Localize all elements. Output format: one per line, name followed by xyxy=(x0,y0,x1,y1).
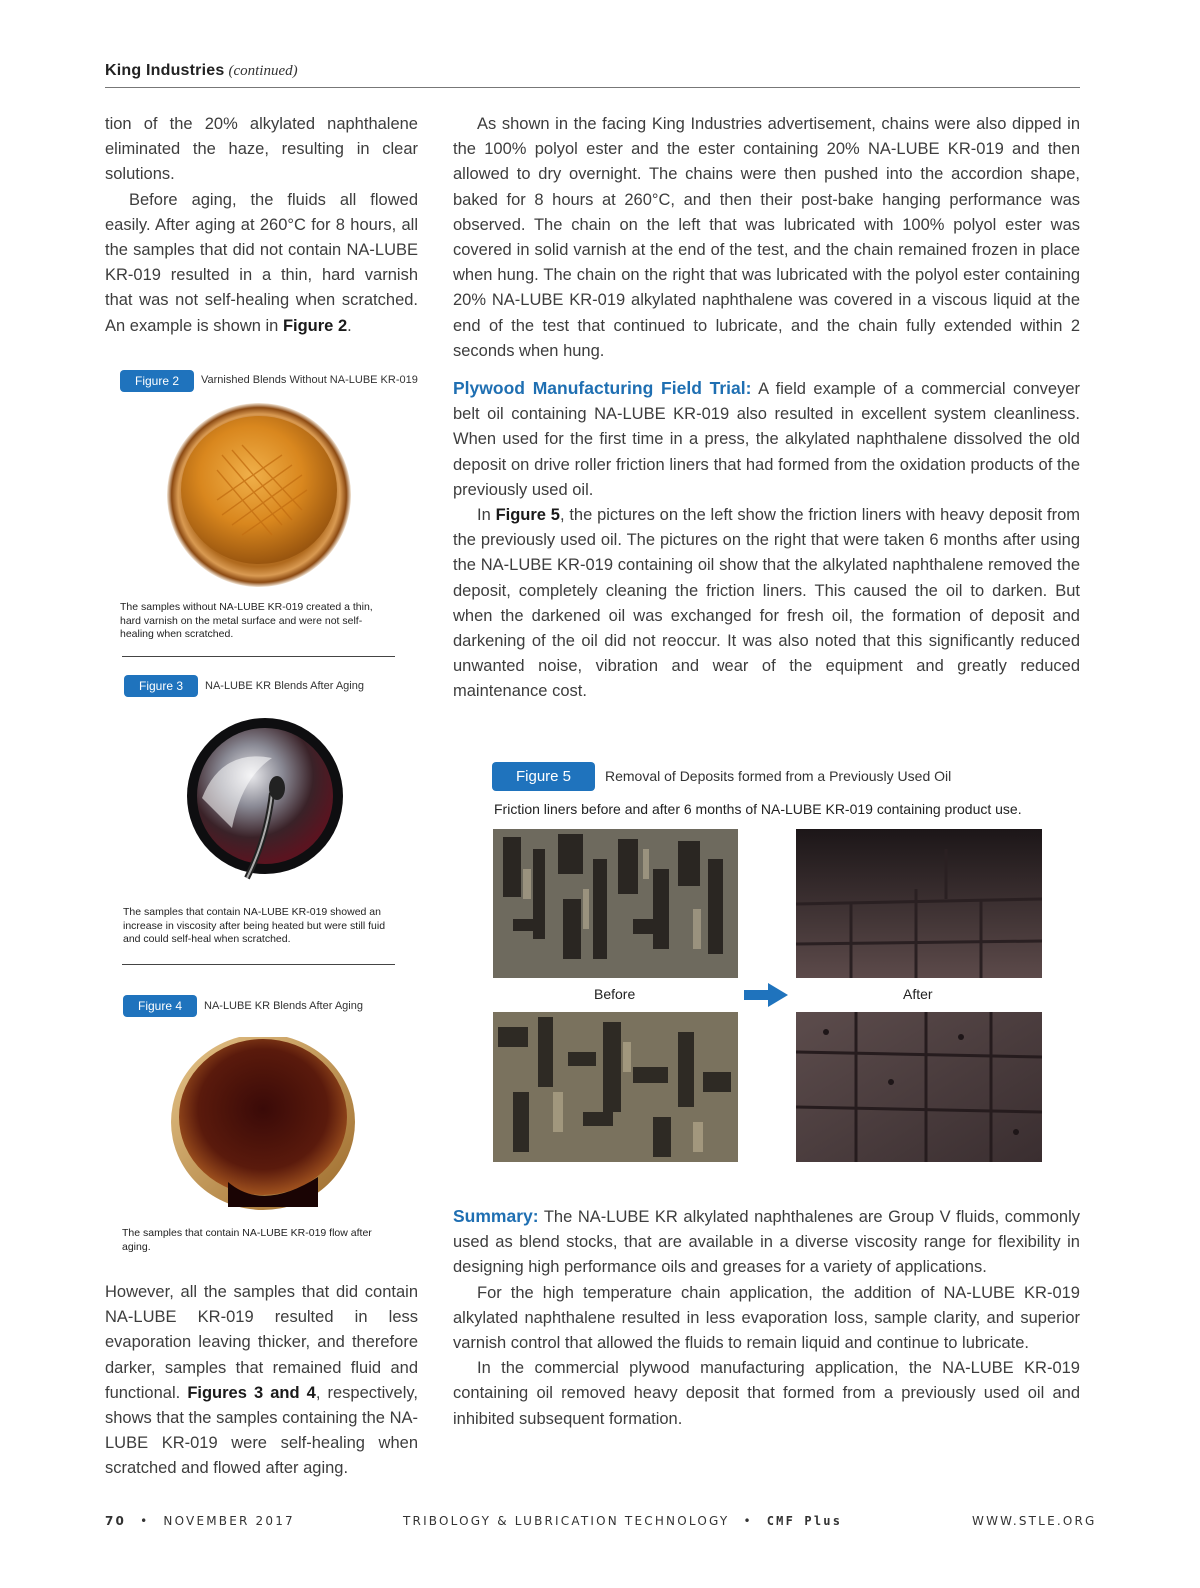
running-header xyxy=(105,60,1080,88)
paragraph: However, all the samples that did contain NA-LUBE KR-019 resulted in less evaporation leaving thicker, and therefore darker, samples that remained fluid and functional. Figures 3 and 4, respectively, shows that the samples containing the NA-LUBE KR-019 were self-healing when scratched and flowed after aging. xyxy=(105,1283,418,1478)
supplement-name: CMF Plus xyxy=(766,1514,843,1528)
figure-3-title: NA-LUBE KR Blends After Aging xyxy=(205,680,364,692)
header-continued: (continued) xyxy=(228,63,298,79)
figure-reference: Figure 5 xyxy=(495,506,560,525)
before-image-bottom xyxy=(493,1012,738,1162)
figure-2-badge: Figure 2 xyxy=(120,370,194,392)
figure-4-title: NA-LUBE KR Blends After Aging xyxy=(204,1000,363,1012)
after-image-bottom xyxy=(796,1012,1042,1162)
section-heading-plywood: Plywood Manufacturing Field Trial: xyxy=(453,378,752,399)
after-image-top xyxy=(796,829,1042,978)
paragraph: Before aging, the fluids all flowed easily. After aging at 260°C for 8 hours, all the samples that did not contain NA-LUBE KR-019 resulted in a thin, hard varnish that was not self-healing when scratched. An example is shown in Figure 2. xyxy=(105,190,418,335)
section-heading-summary: Summary: xyxy=(453,1206,539,1226)
figure-4-caption: The samples that contain NA-LUBE KR-019 flow after aging. xyxy=(122,1227,372,1253)
figure-4-badge: Figure 4 xyxy=(123,995,197,1017)
figure-5-badge: Figure 5 xyxy=(492,762,595,791)
page-number: 70 xyxy=(105,1514,127,1528)
before-image-top xyxy=(493,829,738,978)
right-column-top-text xyxy=(453,112,1080,705)
footer-left xyxy=(105,1514,295,1528)
paragraph: As shown in the facing King Industries advertisement, chains were also dipped in the 100% polyol ester and the ester containing 20% NA-LUBE KR-019 and then allowed to dry overnight. The chains were then pushed into the accordion shape, baked for 8 hours at 260°C, and then their post-bake hanging performance was observed. The chain on the left that was lubricated with 100% polyol ester was covered in solid varnish at the end of the test, and the chain remained frozen in place when hung. The chain on the right that was lubricated with the polyol ester containing 20% NA-LUBE KR-019 alkylated naphthalene was covered in a viscous liquid at the end of the test that continued to lubricate, and the chain fully extended within 2 seconds when hung. xyxy=(453,115,1080,360)
right-column-bottom-text xyxy=(453,1204,1080,1432)
after-label: After xyxy=(903,986,933,1002)
figure-4-image xyxy=(168,1037,358,1215)
paragraph: tion of the 20% alkylated naphthalene eliminated the haze, resulting in clear solutions. xyxy=(105,115,418,184)
before-label: Before xyxy=(594,986,636,1002)
figure-2-caption: The samples without NA-LUBE KR-019 created a thin, hard varnish on the metal surface and were not self-healing when scratched. xyxy=(120,601,373,640)
figure-3-caption: The samples that contain NA-LUBE KR-019 showed an increase in viscosity after being heated but were still fuid and could self-heal when scratched. xyxy=(123,906,386,945)
divider xyxy=(122,656,395,657)
figure-reference: Figures 3 and 4 xyxy=(187,1383,316,1402)
paragraph: In Figure 5, the pictures on the left show the friction liners with heavy deposit from the previously used oil. The pictures on the right that were taken 6 months after using the NA-LUBE KR-019 containing oil show that the alkylated naphthalene removed the deposit, completely cleaning the friction liners. This caused the oil to darken. But when the darkened oil was exchanged for fresh oil, the formation of deposit and darkening of the oil did not reoccur. It was also noted that this significantly reduced unwanted noise, vibration and wear of the equipment and greatly reduced maintenance cost. xyxy=(453,506,1080,701)
footer-url: WWW.STLE.ORG xyxy=(972,1514,1097,1528)
issue-date: NOVEMBER 2017 xyxy=(163,1514,295,1528)
footer-bullet: • xyxy=(743,1514,753,1528)
paragraph: In the commercial plywood manufacturing application, the NA-LUBE KR-019 containing oil removed heavy deposit that formed from a previously used oil and inhibited subsequent formation. xyxy=(453,1359,1080,1428)
paragraph: For the high temperature chain application, the addition of NA-LUBE KR-019 alkylated naphthalene resulted in less evaporation loss, sample clarity, and superior varnish control that allowed the fluids to remain liquid and continue to lubricate. xyxy=(453,1283,1080,1353)
left-column-bottom-text xyxy=(105,1280,418,1482)
figure-3-badge: Figure 3 xyxy=(124,675,198,697)
journal-name: TRIBOLOGY & LUBRICATION TECHNOLOGY xyxy=(403,1514,730,1528)
paragraph: Summary: The NA-LUBE KR alkylated naphthalenes are Group V fluids, commonly used as blend stocks, that are available in a diverse viscosity range for flexibility in designing high performance oils and greases for a variety of applications. xyxy=(453,1206,1080,1277)
paragraph: Plywood Manufacturing Field Trial: A field example of a commercial conveyer belt oil containing NA-LUBE KR-019 also resulted in excellent system cleanliness. When used for the first time in a press, the alkylated naphthalene dissolved the old deposit on drive roller friction liners that had formed from the oxidation products of the previously used oil. xyxy=(453,378,1080,499)
figure-5-title: Removal of Deposits formed from a Previously Used Oil xyxy=(605,768,952,784)
figure-3-image xyxy=(172,718,357,903)
right-arrow-icon xyxy=(744,983,788,1007)
figure-2-image xyxy=(162,395,357,590)
figure-5-subtitle: Friction liners before and after 6 months of NA-LUBE KR-019 containing product use. xyxy=(494,801,1022,817)
divider xyxy=(122,964,395,965)
figure-2-title: Varnished Blends Without NA-LUBE KR-019 xyxy=(201,374,418,386)
header-title: King Industries xyxy=(105,62,225,79)
footer-bullet: • xyxy=(140,1514,150,1528)
left-column-top-text xyxy=(105,112,418,339)
footer-center xyxy=(403,1514,842,1528)
figure-reference: Figure 2 xyxy=(282,316,348,335)
